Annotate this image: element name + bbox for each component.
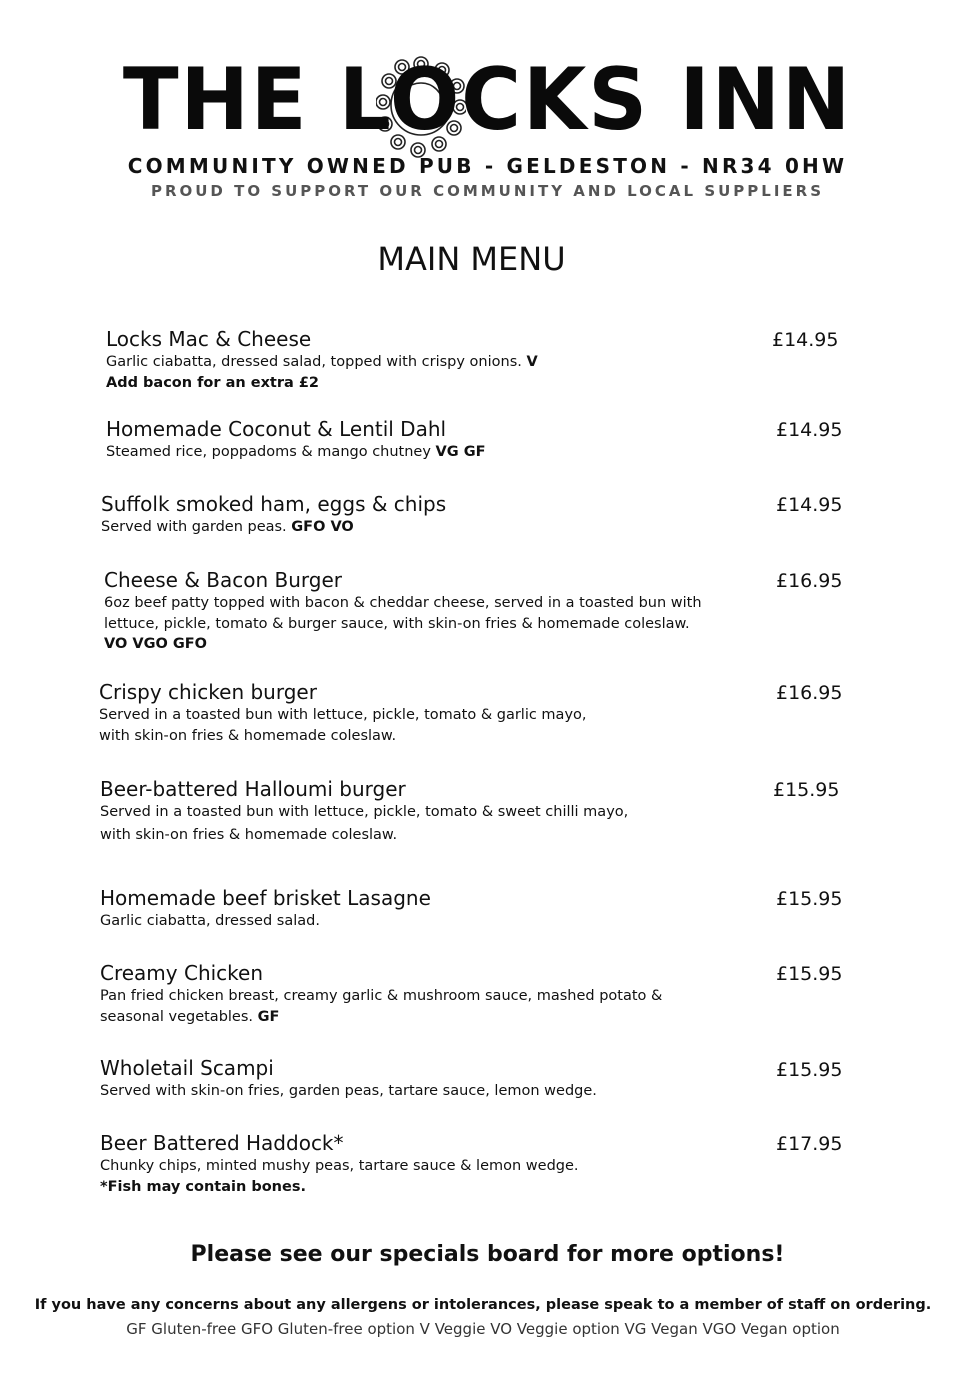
- item-name: Homemade Coconut & Lentil Dahl: [106, 417, 447, 441]
- dietary-legend: GF Gluten-free GFO Gluten-free option V Veggie VO Veggie option VG Vegan VGO Vegan option: [126, 1320, 840, 1338]
- item-tags: GF: [257, 1008, 280, 1025]
- item-desc-text: seasonal vegetables.: [100, 1008, 254, 1025]
- item-name: Suffolk smoked ham, eggs & chips: [101, 492, 447, 516]
- menu-item: [100, 960, 843, 1027]
- item-tags: GFO VO: [291, 519, 354, 535]
- item-name: Locks Mac & Cheese: [106, 327, 312, 351]
- item-price: £14.95: [772, 329, 839, 351]
- menu-item: [100, 885, 843, 932]
- menu-item: [100, 1130, 843, 1197]
- item-name: Wholetail Scampi: [100, 1056, 274, 1080]
- item-tags: VG GF: [435, 444, 486, 460]
- item-price: £15.95: [773, 779, 840, 801]
- menu-item: [100, 1055, 843, 1102]
- item-name: Beer-battered Halloumi burger: [100, 777, 406, 801]
- pub-subtitle: COMMUNITY OWNED PUB - GELDESTON - NR34 0HW: [127, 154, 848, 178]
- item-description-line: Pan fried chicken breast, creamy garlic & mushroom sauce, mashed potato &: [100, 988, 663, 1004]
- item-description-line: with skin-on fries & homemade coleslaw.: [100, 826, 398, 843]
- item-price: £14.95: [776, 419, 843, 441]
- item-description: Garlic ciabatta, dressed salad.: [100, 913, 320, 929]
- item-extra: *Fish may contain bones.: [100, 1178, 306, 1195]
- item-description-line: Served in a toasted bun with lettuce, pickle, tomato & sweet chilli mayo,: [100, 804, 629, 820]
- item-tags: V: [526, 354, 538, 370]
- item-name: Cheese & Bacon Burger: [104, 568, 343, 592]
- item-price: £15.95: [776, 963, 843, 985]
- item-price: £15.95: [776, 888, 843, 910]
- menu-item: [99, 679, 839, 746]
- item-name: Beer Battered Haddock*: [100, 1131, 344, 1155]
- item-description-line: with skin-on fries & homemade coleslaw.: [99, 727, 397, 744]
- item-price: £17.95: [776, 1133, 843, 1155]
- item-price: £15.95: [776, 1059, 843, 1081]
- item-desc-text: Served with garden peas.: [101, 519, 287, 535]
- menu-title: MAIN MENU: [377, 240, 566, 278]
- item-tags: VO VGO GFO: [104, 636, 207, 652]
- item-description: Served with skin-on fries, garden peas, tartare sauce, lemon wedge.: [100, 1083, 597, 1099]
- item-price: £14.95: [776, 494, 843, 516]
- item-desc-text: Garlic ciabatta, dressed salad, topped with crispy onions.: [106, 354, 522, 370]
- item-extra: Add bacon for an extra £2: [106, 374, 320, 391]
- item-description-line: [100, 1007, 840, 1028]
- pub-tagline: PROUD TO SUPPORT OUR COMMUNITY AND LOCAL SUPPLIERS: [150, 182, 825, 200]
- item-name: Homemade beef brisket Lasagne: [100, 886, 431, 910]
- item-description-line: lettuce, pickle, tomato & burger sauce, with skin-on fries & homemade coleslaw.: [104, 615, 690, 632]
- menu-item: [104, 567, 844, 655]
- menu-item: [100, 776, 840, 845]
- allergen-notice: If you have any concerns about any allergens or intolerances, please speak to a member of staff on ordering.: [34, 1297, 932, 1313]
- item-name: Creamy Chicken: [100, 961, 264, 985]
- item-price: £16.95: [776, 570, 843, 592]
- item-name: Crispy chicken burger: [99, 680, 317, 704]
- item-description: [101, 517, 841, 538]
- item-description-line: 6oz beef patty topped with bacon & cheddar cheese, served in a toasted bun with: [104, 595, 702, 611]
- menu-item: [101, 491, 841, 538]
- item-description: [106, 442, 846, 463]
- pub-name: THE LOCKS INN: [122, 50, 853, 150]
- logo: [0, 50, 975, 150]
- item-description-line: Served in a toasted bun with lettuce, pickle, tomato & garlic mayo,: [99, 707, 587, 723]
- item-description: Chunky chips, minted mushy peas, tartare sauce & lemon wedge.: [100, 1158, 579, 1174]
- header: [0, 50, 975, 150]
- specials-note: Please see our specials board for more options!: [190, 1242, 785, 1267]
- item-desc-text: Steamed rice, poppadoms & mango chutney: [106, 444, 431, 460]
- item-description: [106, 352, 846, 373]
- item-price: £16.95: [776, 682, 843, 704]
- menu-item: [106, 326, 846, 393]
- menu-item: [106, 416, 846, 463]
